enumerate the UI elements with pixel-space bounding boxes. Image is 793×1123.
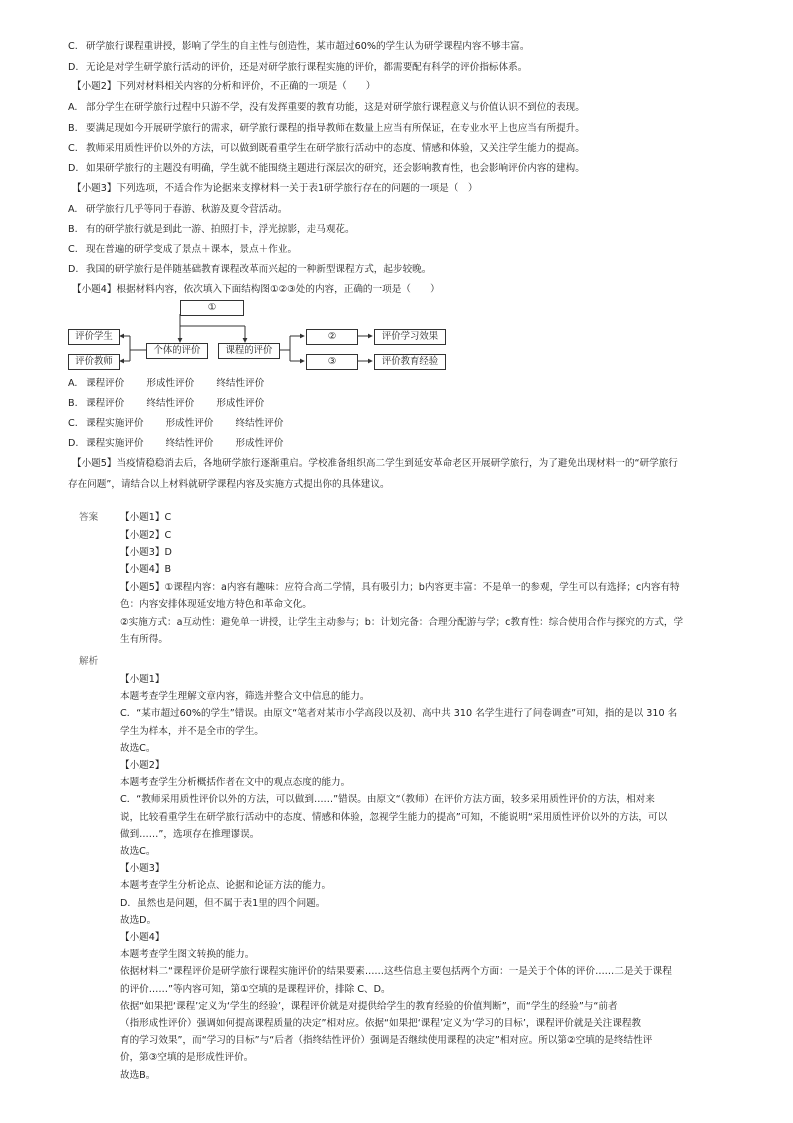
- structure-diagram: [68, 298, 448, 372]
- option-item: 课程评价: [86, 378, 125, 389]
- diagram-box-evaluate-students: 评价学生: [68, 329, 120, 345]
- option-key: D.: [68, 264, 79, 275]
- analysis-line: 的评价……”等内容可知，第①空填的是课程评价，排除 C、D。: [120, 984, 391, 995]
- answer-line: 【小题1】C: [120, 512, 172, 523]
- analysis-line: 本题考查学生分析概括作者在文中的观点态度的能力。: [120, 777, 351, 788]
- option-key: A.: [68, 102, 78, 113]
- answer-line: ②实施方式：a互动性：避免单一讲授，让学生主动参与；b：计划完备：合理分配游与学；c教育性：综合使用合作与探究的方式，学: [120, 617, 684, 628]
- analysis-line: （指形成性评价）强调如何提高课程质量的决定”相对应。依据“如果把‘课程’定义为‘学习的目标’，课程评价就是关注课程教: [120, 1018, 642, 1029]
- option-item: 形成性评价: [216, 398, 265, 409]
- option-key: C.: [68, 244, 78, 255]
- analysis-label: 解析: [79, 656, 99, 667]
- q2-option-b: [68, 122, 585, 135]
- option-text: 无论是对学生研学旅行活动的评价，还是对研学旅行课程实施的评价，都需要配有科学的评价指标体系。: [86, 62, 528, 73]
- option-key: D.: [68, 438, 79, 449]
- option-key: C.: [68, 143, 78, 154]
- analysis-line: D．虽然也是问题，但不属于表1里的四个问题。: [120, 898, 326, 909]
- analysis-line: 故选C。: [120, 846, 156, 857]
- option-item: 终结性评价: [146, 398, 195, 409]
- option-text: 我国的研学旅行是伴随基础教育课程改革而兴起的一种新型课程方式，起步较晚。: [86, 264, 432, 275]
- option-text: 教师采用质性评价以外的方法，可以做到既看重学生在研学旅行活动中的态度、情感和体验，又关注学生能力的提高。: [86, 143, 585, 154]
- answer-line: 生有所得。: [120, 634, 168, 645]
- analysis-line: 依据“如果把‘课程’定义为‘学生的经验’，课程评价就是对提供给学生的教育经验的价值判断”，而“学生的经验”与“前者: [120, 1001, 618, 1012]
- answer-line: 【小题4】B: [120, 564, 172, 575]
- option-key: B.: [68, 224, 78, 235]
- answer-line: 【小题5】①课程内容：a内容有趣味：应符合高二学情，具有吸引力；b内容更丰富：不是单一的参观，学生可以有选择；c内容有特: [120, 582, 680, 593]
- analysis-line: 说，比较看重学生在研学旅行活动中的态度、情感和体验，忽视学生能力的提高”可知，不能说明“采用质性评价以外的方法，可以: [120, 812, 668, 823]
- diagram-box-3: ③: [306, 354, 358, 370]
- option-item: 终结性评价: [165, 438, 214, 449]
- answer-label: 答案: [79, 512, 99, 523]
- option-key: B.: [68, 123, 78, 134]
- analysis-line: C．“某市超过60%的学生”错误。由原文“笔者对某市小学高段以及初、高中共 310 名学生进行了问卷调查”可知，指的是以 310 名: [120, 708, 678, 719]
- option-text: 研学旅行课程重讲授，影响了学生的自主性与创造性，某市超过60%的学生认为研学课程内容不够丰富。: [86, 41, 530, 52]
- analysis-line: 【小题3】: [120, 863, 165, 874]
- option-key: D.: [68, 62, 79, 73]
- option-key: D.: [68, 163, 79, 174]
- analysis-line: 【小题2】: [120, 760, 165, 771]
- option-item: 终结性评价: [235, 418, 284, 429]
- question-4-stem: 【小题4】根据材料内容，依次填入下面结构图①②③处的内容，正确的一项是（ ）: [72, 284, 440, 295]
- question-5-line-1: 【小题5】当疫情稳稳消去后，各地研学旅行逐渐重启。学校准备组织高二学生到延安革命老区开展研学旅行，为了避免出现材料一的“研学旅行: [72, 458, 678, 469]
- q2-option-d: [68, 162, 585, 175]
- q4-option-b: [68, 397, 264, 410]
- analysis-line: 本题考查学生理解文章内容，筛选并整合文中信息的能力。: [120, 691, 370, 702]
- analysis-line: C．“教师采用质性评价以外的方法，可以做到……”错误。由原文“（教师）在评价方法方面，较多采用质性评价的方法，相对来: [120, 794, 655, 805]
- option-item: 形成性评价: [235, 438, 284, 449]
- option-item: 课程实施评价: [86, 418, 144, 429]
- q3-option-d: [68, 263, 431, 276]
- option-d-q1: [68, 61, 527, 74]
- option-text: 部分学生在研学旅行过程中只游不学，没有发挥重要的教育功能，这是对研学旅行课程意义与价值认识不到位的表现。: [86, 102, 585, 113]
- answer-line: 色：内容安排体现延安地方特色和革命文化。: [120, 599, 312, 610]
- option-item: 课程评价: [86, 398, 125, 409]
- analysis-line: 做到……”，选项存在推理谬误。: [120, 829, 260, 840]
- q2-option-c: [68, 142, 585, 155]
- q4-option-c: [68, 417, 284, 430]
- question-3-stem: 【小题3】下列选项，不适合作为论据来支撑材料一关于表1研学旅行存在的问题的一项是（ ）: [72, 183, 478, 194]
- option-key: C.: [68, 41, 78, 52]
- option-key: B.: [68, 398, 78, 409]
- option-item: 形成性评价: [146, 378, 195, 389]
- option-item: 课程实施评价: [86, 438, 144, 449]
- option-c-q1: [68, 40, 529, 53]
- diagram-box-2: ②: [306, 329, 358, 345]
- diagram-box-individual-evaluation: 个体的评价: [146, 343, 208, 359]
- diagram-box-evaluate-learning-outcome: 评价学习效果: [374, 329, 446, 345]
- option-item: 终结性评价: [216, 378, 265, 389]
- option-text: 现在普遍的研学变成了景点＋课本，景点＋作业。: [86, 244, 298, 255]
- analysis-line: 依据材料二“课程评价是研学旅行课程实施评价的结果要素……这些信息主要包括两个方面：一是关于个体的评价……二是关于课程: [120, 966, 672, 977]
- option-item: 形成性评价: [165, 418, 214, 429]
- diagram-box-1: ①: [180, 300, 244, 316]
- diagram-box-evaluate-teachers: 评价教师: [68, 354, 120, 370]
- analysis-line: 故选C。: [120, 743, 156, 754]
- q2-option-a: [68, 101, 585, 114]
- analysis-line: 学生为样本，并不是全市的学生。: [120, 726, 264, 737]
- question-5-line-2: 存在问题”，请结合以上材料就研学课程内容及实施方式提出你的具体建议。: [68, 479, 390, 490]
- option-text: 要满足现如今开展研学旅行的需求，研学旅行课程的指导教师在数量上应当有所保证，在专业水平上也应当有所提升。: [86, 123, 585, 134]
- q3-option-a: [68, 203, 287, 216]
- analysis-line: 价，第③空填的是形成性评价。: [120, 1052, 254, 1063]
- q3-option-c: [68, 243, 297, 256]
- analysis-line: 【小题4】: [120, 932, 165, 943]
- analysis-line: 【小题1】: [120, 674, 165, 685]
- analysis-line: 故选B。: [120, 1070, 156, 1081]
- option-key: A.: [68, 378, 78, 389]
- answer-line: 【小题2】C: [120, 530, 172, 541]
- option-text: 有的研学旅行就是到此一游、拍照打卡，浮光掠影，走马观花。: [86, 224, 355, 235]
- analysis-line: 育的学习效果”，而“学习的目标”与“后者（指终结性评价）强调是否继续使用课程的决定”相对应。所以第②空填的是终结性评: [120, 1035, 653, 1046]
- option-text: 研学旅行几乎等同于春游、秋游及夏令营活动。: [86, 204, 288, 215]
- option-text: 如果研学旅行的主题没有明确，学生就不能围绕主题进行深层次的研究，还会影响教育性，也会影响评价内容的建构。: [86, 163, 585, 174]
- diagram-box-evaluate-educational-experience: 评价教育经验: [374, 354, 446, 370]
- analysis-line: 本题考查学生图文转换的能力。: [120, 949, 255, 960]
- option-key: A.: [68, 204, 78, 215]
- analysis-line: 本题考查学生分析论点、论据和论证方法的能力。: [120, 880, 332, 891]
- option-key: C.: [68, 418, 78, 429]
- analysis-line: 故选D。: [120, 915, 157, 926]
- q3-option-b: [68, 223, 355, 236]
- question-2-stem: 【小题2】下列对材料相关内容的分析和评价，不正确的一项是（ ）: [72, 81, 376, 92]
- q4-option-a: [68, 377, 264, 390]
- q4-option-d: [68, 437, 284, 450]
- diagram-box-course-evaluation: 课程的评价: [218, 343, 280, 359]
- answer-line: 【小题3】D: [120, 547, 172, 558]
